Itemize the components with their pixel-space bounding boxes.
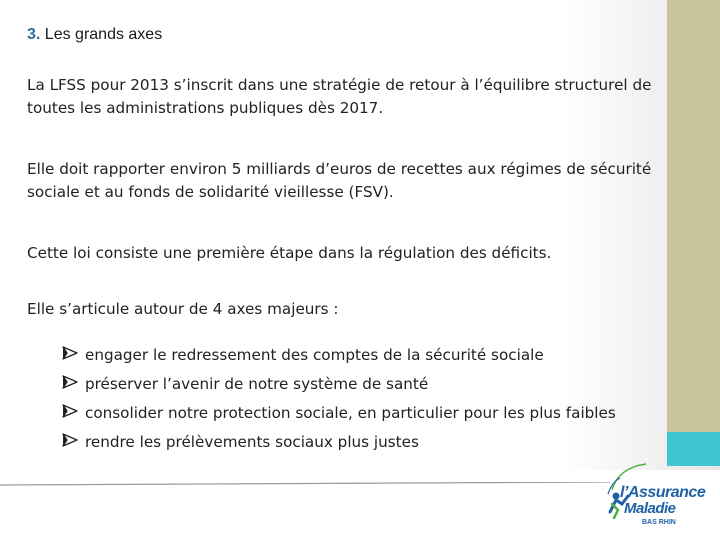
list-item-text: engager le redressement des comptes de la sécurité sociale [85, 346, 544, 364]
footer-divider [0, 482, 610, 484]
axes-list [62, 341, 616, 457]
paragraph-2: Elle doit rapporter environ 5 milliards d’euros de recettes aux régimes de sécurité sociale et au fonds de solidarité vieillesse (FSV). [27, 160, 652, 201]
arrow-bullet-icon [62, 341, 80, 370]
list-item [62, 341, 616, 370]
arrow-bullet-icon [62, 399, 80, 428]
logo-line-3: BAS RHIN [642, 519, 676, 526]
list-item-text: préserver l’avenir de notre système de santé [85, 375, 429, 393]
logo-line-1: l’Assurance [620, 484, 706, 501]
assurance-maladie-logo [598, 460, 714, 536]
paragraph-4: Elle s’articule autour de 4 axes majeurs : [27, 300, 339, 318]
list-item [62, 428, 616, 457]
side-decor-bar [667, 0, 720, 432]
list-item-text: consolider notre protection sociale, en particulier pour les plus faibles [85, 404, 616, 422]
list-item [62, 399, 616, 428]
heading-text: Les grands axes [44, 26, 163, 43]
arrow-bullet-icon [62, 428, 80, 457]
list-item [62, 370, 616, 399]
list-item-text: rendre les prélèvements sociaux plus justes [85, 433, 419, 451]
heading-number: 3. [27, 26, 41, 43]
paragraph-3: Cette loi consiste une première étape dans la régulation des déficits. [27, 244, 552, 262]
slide-heading [27, 26, 162, 44]
logo-line-2: Maladie [624, 500, 676, 517]
paragraph-1: La LFSS pour 2013 s’inscrit dans une stratégie de retour à l’équilibre structurel de toutes les administrations publiques dès 2017. [27, 76, 652, 117]
arrow-bullet-icon [62, 370, 80, 399]
